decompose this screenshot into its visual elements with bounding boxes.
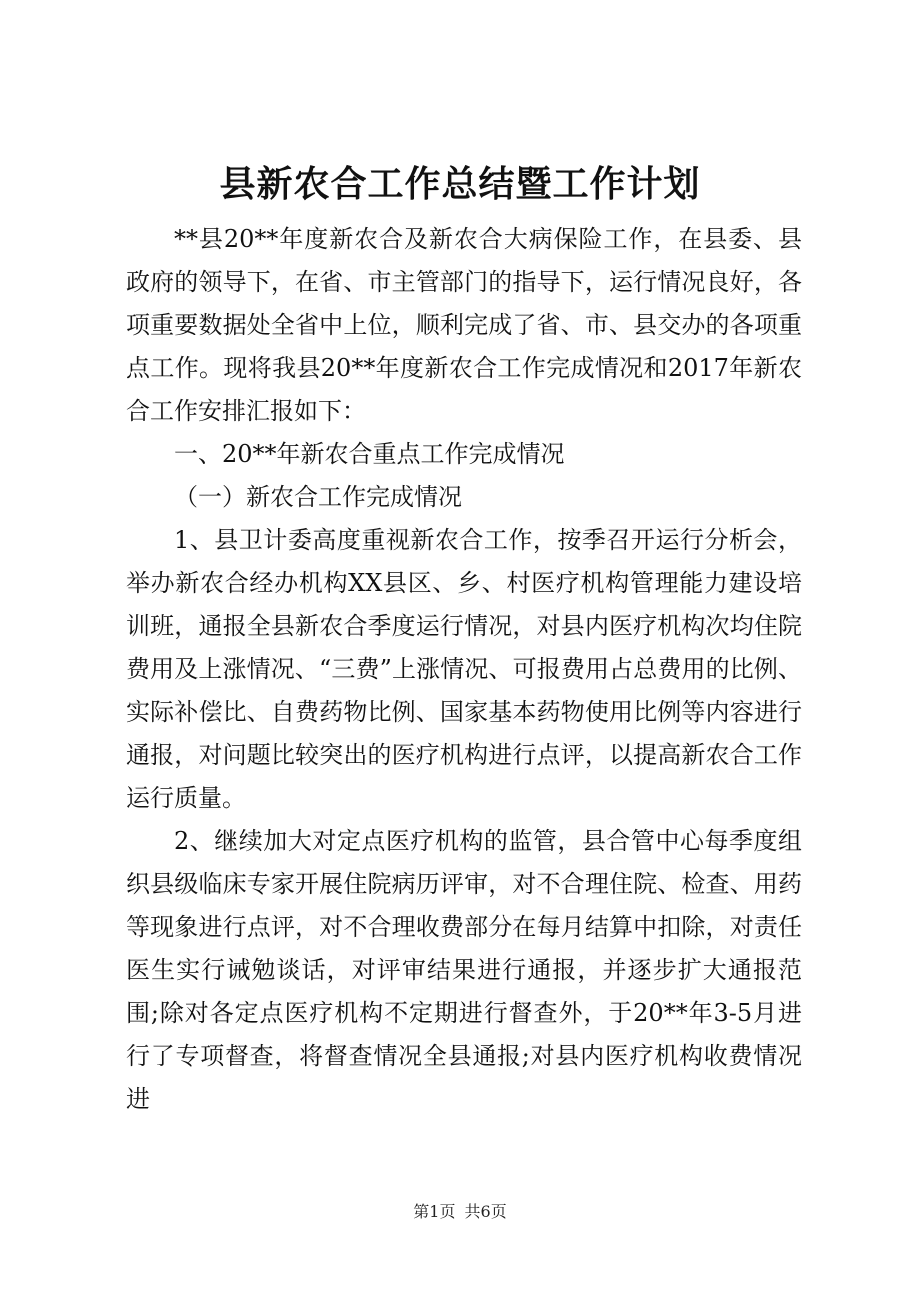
section-heading: 一、20**年新农合重点工作完成情况 (174, 440, 565, 468)
intro-paragraph: **县20**年度新农合及新农合大病保险工作，在县委、县政府的领导下，在省、市主管部门的指导下，运行情况良好，各项重要数据处全省中上位，顺利完成了省、市、县交办的各项重点工作。现将我县20**年度新农合工作完成情况和2017年新农合工作安排汇报如下： (126, 225, 802, 425)
page-number: 第1页 (413, 1202, 456, 1221)
document-body (126, 218, 802, 1121)
document-title: 县新农合工作总结暨工作计划 (219, 163, 701, 205)
page-total: 共6页 (464, 1202, 507, 1221)
paragraph-item-1: 1、县卫计委高度重视新农合工作，按季召开运行分析会，举办新农合经办机构XX县区、乡、村医疗机构管理能力建设培训班，通报全县新农合季度运行情况，对县内医疗机构次均住院费用及上涨情况、“三费”上涨情况、可报费用占总费用的比例、实际补偿比、自费药物比例、国家基本药物使用比例等内容进行通报，对问题比较突出的医疗机构进行点评，以提高新农合工作运行质量。 (126, 526, 802, 812)
page-footer (0, 1200, 920, 1224)
subsection-heading: （一）新农合工作完成情况 (174, 483, 462, 511)
paragraph-item-2: 2、继续加大对定点医疗机构的监管，县合管中心每季度组织县级临床专家开展住院病历评审，对不合理住院、检查、用药等现象进行点评，对不合理收费部分在每月结算中扣除，对责任医生实行诫勉谈话，对评审结果进行通报，并逐步扩大通报范围;除对各定点医疗机构不定期进行督查外，于20**年3-5月进行了专项督查，将督查情况全县通报;对县内医疗机构收费情况进 (126, 827, 802, 1113)
